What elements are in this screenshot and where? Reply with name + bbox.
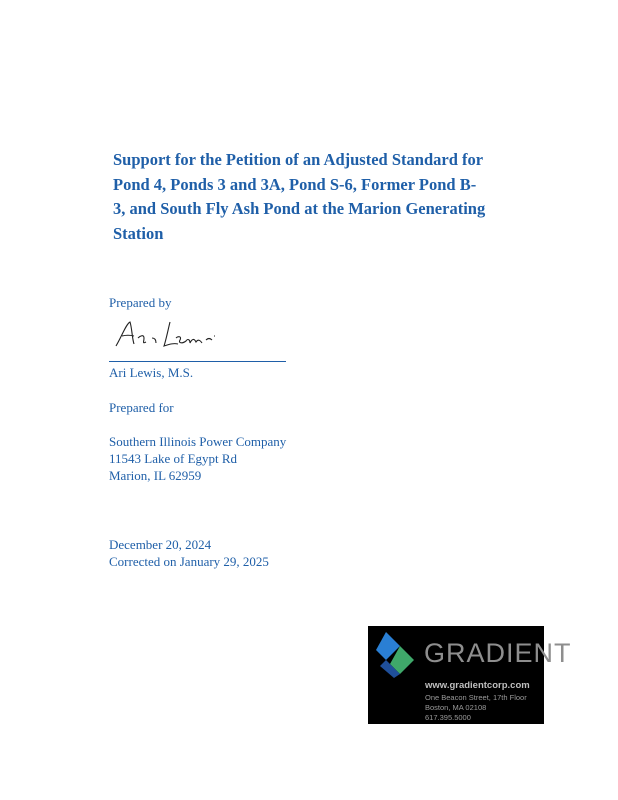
client-address xyxy=(109,433,286,484)
title-line: Support for the Petition of an Adjusted Standard for xyxy=(113,150,484,169)
document-dates xyxy=(109,536,269,570)
issue-date: December 20, 2024 xyxy=(109,537,212,552)
logo-address-line: One Beacon Street, 17th Floor xyxy=(425,693,527,702)
gradient-logo xyxy=(368,626,572,724)
client-city: Marion, IL 62959 xyxy=(109,468,202,483)
logo-url: www.gradientcorp.com xyxy=(425,680,530,691)
prepared-for-label: Prepared for xyxy=(109,400,174,415)
logo-wordmark: GRADIENT xyxy=(424,638,572,668)
client-street: 11543 Lake of Egypt Rd xyxy=(109,451,238,466)
title-line: Pond 4, Ponds 3 and 3A, Pond S-6, Former Pond B- xyxy=(113,174,477,194)
document-title xyxy=(113,148,553,246)
signature-image xyxy=(112,316,222,350)
gradient-mark-icon xyxy=(370,628,420,680)
title-line: Station xyxy=(113,223,164,243)
logo-address-line: Boston, MA 02108 xyxy=(425,703,487,712)
logo-phone: 617.395.5000 xyxy=(425,713,471,722)
title-line: 3, and South Fly Ash Pond at the Marion Generating xyxy=(113,199,486,218)
client-name: Southern Illinois Power Company xyxy=(109,434,287,449)
author-name: Ari Lewis, M.S. xyxy=(109,365,194,380)
correction-date: Corrected on January 29, 2025 xyxy=(109,554,269,569)
prepared-by-label: Prepared by xyxy=(109,295,172,310)
logo-address xyxy=(425,693,527,723)
signature-line xyxy=(109,361,286,362)
